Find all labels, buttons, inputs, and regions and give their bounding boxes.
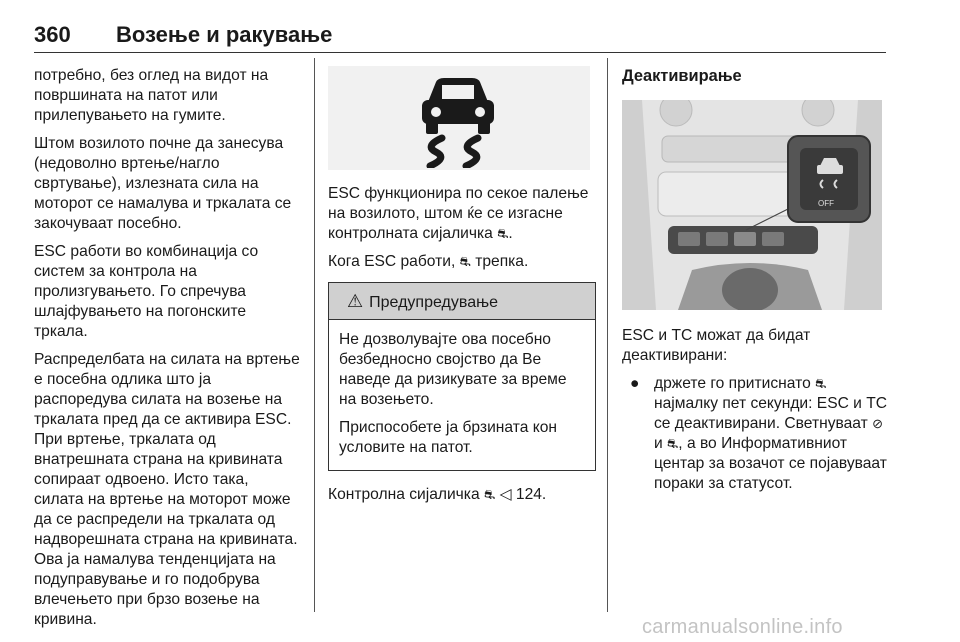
console-illustration <box>622 100 882 310</box>
esc-icon-panel <box>328 66 590 170</box>
chapter-title: Возење и ракување <box>116 22 333 47</box>
warning-box <box>328 282 596 471</box>
esc-indicator-icon: ⛐ <box>459 254 471 269</box>
paragraph: ESC работи во комбинација со систем за контрола на пролизгувањето. Го спречува шлајфувањето на погонските тркала. <box>34 243 259 340</box>
warning-body <box>329 320 595 470</box>
paragraph: Распределбата на силата на вртење е посебна одлика што ја распоредува силата на возење на тркалата пред да се активира ESC. При вртење, тркалата од внатрешната страна на кривината сопираат одвоено. Исто така, силата на вртење на моторот може да се распредели на тркалата од надворешната страна на кривината. Ова ја намалува тенденцијата на подуправување и го подобрува влечењето при брзо возење на кривина. <box>34 351 300 628</box>
reference-arrow-icon: ◁ <box>499 486 512 503</box>
list-item: ● држете го притиснато ⛐ најмалку пет секунди: ESC и TC се деактивирани. Светнуваат ⊘ и ⛐, а во Информативниот центар за возачот се појавуваат пораки за статусот. <box>630 375 888 492</box>
watermark: carmanualsonline.info <box>642 616 843 638</box>
paragraph: потребно, без оглед на видот на површината на патот или прилепувањето на гумите. <box>34 67 269 124</box>
column-right <box>622 66 888 494</box>
column-divider <box>314 58 315 612</box>
paragraph: Штом возилото почне да занесува (недоволно вртење/нагло свртување), излезната сила на моторот се намалува и тркалата се закочуваат посебно. <box>34 135 292 232</box>
tc-off-icon: ⊘ <box>872 416 883 431</box>
paragraph: ESC и TC можат да бидат деактивирани: <box>622 327 811 364</box>
center-console-photo <box>622 100 882 310</box>
esc-skid-car-icon <box>406 72 510 168</box>
warning-triangle-icon: ⚠ <box>347 291 364 311</box>
esc-indicator-icon: ⛐ <box>483 487 496 502</box>
paragraph: Приспособете ја брзината кон условите на патот. <box>339 419 557 456</box>
esc-button-icon: ⛐ <box>815 376 827 391</box>
column-left <box>34 66 302 638</box>
esc-indicator-icon: ⛐ <box>497 226 509 241</box>
column-middle <box>328 66 596 513</box>
page-header <box>34 18 886 53</box>
paragraph: Кога ESC работи, ⛐ трепка. <box>328 253 529 270</box>
cross-reference: Контролна сијаличка ⛐ ◁ 124. <box>328 486 547 503</box>
paragraph: Не дозволувајте ова посебно безбедносно својство да Ве наведе да ризикувате за време на возењето. <box>339 331 567 408</box>
warning-header <box>329 283 595 320</box>
section-title: Деактивирање <box>622 67 742 85</box>
warning-title: Предупредување <box>369 294 498 311</box>
page-number: 360 <box>34 22 71 47</box>
esc-off-icon: ⛐ <box>667 436 679 451</box>
paragraph: ESC функционира по секое палење на возилото, штом ќе се изгасне контролната сијаличка ⛐. <box>328 185 589 242</box>
bullet-icon: ● <box>630 375 640 392</box>
off-label: OFF <box>818 199 834 208</box>
column-divider <box>607 58 608 612</box>
